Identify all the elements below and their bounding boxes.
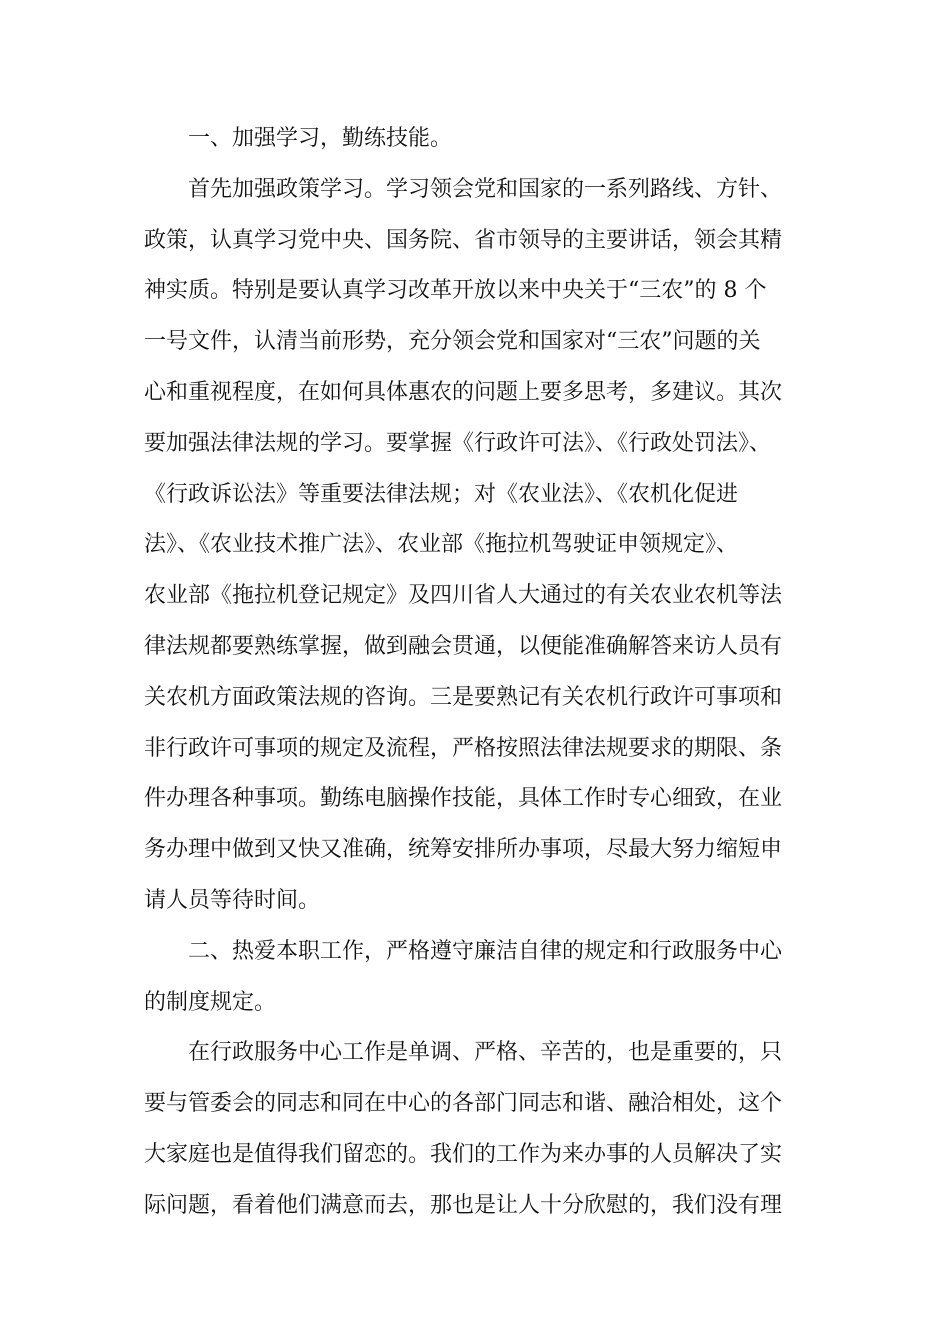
text-line: 请人员等待时间。: [144, 887, 321, 913]
text-line: 非行政许可事项的规定及流程，严格按照法律法规要求的期限、条: [144, 735, 783, 761]
text-line: 一号文件，认清当前形势，充分领会党和国家对“三农”问题的关: [144, 329, 761, 355]
text-line: 要与管委会的同志和同在中心的各部门同志和谐、融洽相处，这个: [144, 1091, 783, 1117]
text-line: 的制度规定。: [144, 989, 277, 1015]
heading-section-1: 一、加强学习，勤练技能。: [188, 126, 453, 151]
text-line: 大家庭也是值得我们留恋的。我们的工作为来办事的人员解决了实: [144, 1141, 783, 1167]
text-line: 要加强法律法规的学习。要掌握《行政许可法》、《行政处罚法》、: [144, 430, 772, 456]
text-line: 际问题，看着他们满意而去，那也是让人十分欣慰的，我们没有理: [144, 1192, 783, 1218]
text-line: 法》、《农业技术推广法》、农业部《拖拉机驾驶证申领规定》、: [144, 532, 739, 558]
text-line: 关农机方面政策法规的咨询。三是要熟记有关农机行政许可事项和: [144, 684, 783, 710]
text-line: 政策，认真学习党中央、国务院、省市领导的主要讲话，领会其精: [144, 227, 783, 253]
text-line: 《行政诉讼法》等重要法律法规；对《农业法》、《农机化促进: [144, 481, 739, 507]
text-line: 务办理中做到又快又准确，统筹安排所办事项，尽最大努力缩短申: [144, 837, 783, 863]
text-line: 心和重视程度，在如何具体惠农的问题上要多思考，多建议。其次: [144, 379, 783, 405]
text-line: 件办理各种事项。勤练电脑操作技能，具体工作时专心细致，在业: [144, 786, 783, 812]
text-line: 农业部《拖拉机登记规定》及四川省人大通过的有关农业农机等法: [144, 583, 783, 609]
text-line: 神实质。特别是要认真学习改革开放以来中央关于“三农”的 8 个: [144, 278, 767, 304]
heading-section-2: 二、热爱本职工作，严格遵守廉洁自律的规定和行政服务中心: [188, 938, 783, 964]
text-line: 首先加强政策学习。学习领会党和国家的一系列路线、方针、: [188, 176, 783, 202]
text-line: 律法规都要熟练掌握，做到融会贯通，以便能准确解答来访人员有: [144, 633, 783, 659]
text-line: 在行政服务中心工作是单调、严格、辛苦的，也是重要的，只: [188, 1040, 783, 1066]
document-body: [144, 114, 824, 1232]
